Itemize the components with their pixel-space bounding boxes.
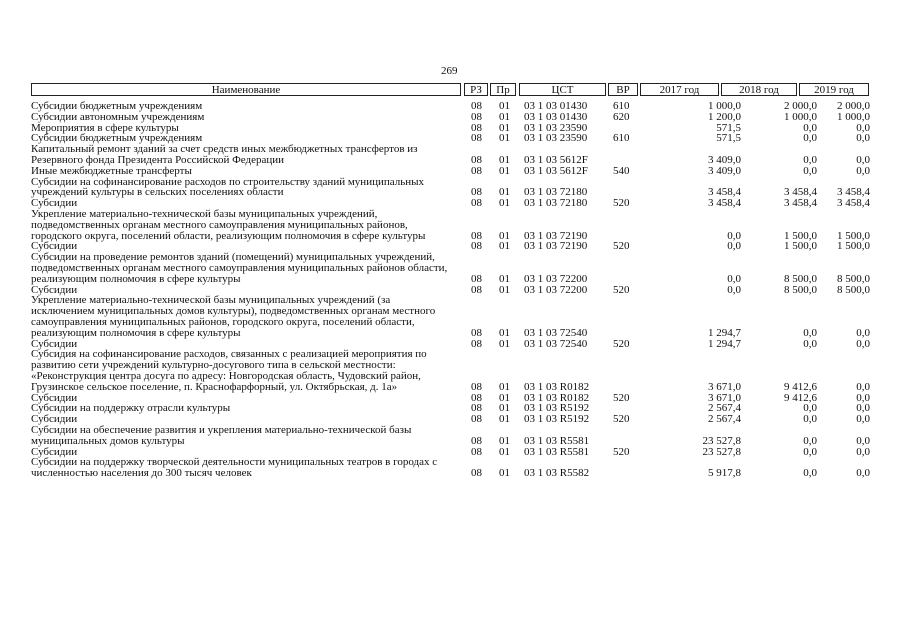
cell-rz: 08	[471, 413, 482, 426]
cell-pr: 01	[499, 197, 510, 210]
table-row	[31, 457, 871, 479]
header-name: Наименование	[31, 83, 461, 96]
cell-rz: 08	[471, 186, 482, 199]
table-row	[31, 425, 871, 447]
cell-cst: 03 1 03 23590	[524, 121, 588, 134]
cell-2019: 0,0	[856, 413, 870, 426]
cell-cst: 03 1 03 72540	[524, 326, 588, 339]
cell-pr: 01	[499, 380, 510, 393]
cell-2019: 0,0	[856, 132, 870, 145]
cell-2019: 0,0	[856, 402, 870, 415]
cell-rz: 08	[471, 445, 482, 458]
cell-2017: 23 527,8	[702, 434, 741, 447]
cell-vr: 520	[613, 413, 630, 426]
cell-2018: 3 458,4	[784, 197, 817, 210]
cell-pr: 01	[499, 132, 510, 145]
cell-2019: 3 458,4	[837, 197, 870, 210]
cell-vr: 520	[613, 445, 630, 458]
cell-vr: 610	[613, 100, 630, 112]
cell-rz: 08	[471, 197, 482, 210]
header-2018: 2018 год	[721, 83, 797, 96]
cell-name: Укрепление материально-технической базы муниципальных учреждений, подведомственных органам местного самоуправления муниципальных районов, городского округа, поселений области, реализующим полномочия в сфере культуры	[31, 207, 426, 242]
cell-rz: 08	[471, 100, 482, 112]
cell-rz: 08	[471, 153, 482, 166]
cell-vr: 610	[613, 132, 630, 145]
cell-rz: 08	[471, 380, 482, 393]
cell-rz: 08	[471, 132, 482, 145]
cell-cst: 03 1 03 72180	[524, 186, 588, 199]
cell-cst: 03 1 03 R5192	[524, 402, 590, 415]
cell-pr: 01	[499, 272, 510, 285]
cell-pr: 01	[499, 110, 510, 123]
cell-pr: 01	[499, 240, 510, 253]
cell-2017: 0,0	[727, 240, 741, 253]
table-row	[31, 166, 871, 177]
cell-2017: 5 917,8	[708, 467, 741, 480]
table-row	[31, 403, 871, 414]
header-pr: Пр	[490, 83, 516, 96]
cell-2018: 0,0	[803, 326, 817, 339]
cell-cst: 03 1 03 72200	[524, 283, 588, 296]
cell-name: Субсидии	[31, 240, 78, 253]
cell-2018: 0,0	[803, 445, 817, 458]
cell-pr: 01	[499, 337, 510, 350]
cell-2019: 1 500,0	[837, 229, 870, 242]
cell-2018: 0,0	[803, 434, 817, 447]
cell-2019: 8 500,0	[837, 283, 870, 296]
cell-2019: 0,0	[856, 337, 870, 350]
header-2017: 2017 год	[640, 83, 719, 96]
cell-2019: 2 000,0	[837, 100, 870, 112]
page-number: 269	[441, 65, 458, 77]
table-row	[31, 295, 871, 338]
cell-2018: 0,0	[803, 467, 817, 480]
cell-name: Субсидия на софинансирование расходов, связанных с реализацией мероприятия по развитию сети учреждений культурно-досугового типа в сельской местности: «Реконструкция центра досуга по адресу: Новгородская область, Чудовский район, Грузинское сельское поселение, п. Краснофарфорный, ул. Октябрьская, д. 1а»	[31, 348, 427, 393]
cell-pr: 01	[499, 413, 510, 426]
cell-name: Субсидии бюджетным учреждениям	[31, 100, 203, 112]
cell-cst: 03 1 03 72180	[524, 197, 588, 210]
cell-2019: 0,0	[856, 153, 870, 166]
cell-2019: 0,0	[856, 164, 870, 177]
cell-cst: 03 1 03 R0182	[524, 380, 590, 393]
cell-rz: 08	[471, 402, 482, 415]
cell-name: Субсидии на поддержку отрасли культуры	[31, 402, 231, 415]
cell-cst: 03 1 03 72190	[524, 229, 588, 242]
cell-2018: 9 412,6	[784, 380, 817, 393]
cell-2017: 1 294,7	[708, 337, 741, 350]
cell-vr: 620	[613, 110, 630, 123]
cell-2019: 8 500,0	[837, 272, 870, 285]
cell-pr: 01	[499, 164, 510, 177]
cell-vr: 540	[613, 164, 630, 177]
cell-name: Укрепление материально-технической базы муниципальных учреждений (за исключением муниципальных домов культуры), подведомственных органам местного самоуправления муниципальных районов, городского округа, поселений области, реализующим полномочия в сфере культуры	[31, 294, 436, 339]
cell-pr: 01	[499, 186, 510, 199]
cell-2019: 3 458,4	[837, 186, 870, 199]
cell-name: Капитальный ремонт зданий за счет средств иных межбюджетных трансфертов из Резервного фонда Президента Российской Федерации	[31, 143, 418, 166]
cell-cst: 03 1 03 72190	[524, 240, 588, 253]
cell-pr: 01	[499, 229, 510, 242]
cell-cst: 03 1 03 72540	[524, 337, 588, 350]
cell-pr: 01	[499, 391, 510, 404]
cell-2017: 0,0	[727, 229, 741, 242]
cell-2017: 1 294,7	[708, 326, 741, 339]
cell-2017: 3 671,0	[708, 380, 741, 393]
cell-cst: 03 1 03 01430	[524, 110, 588, 123]
cell-2018: 0,0	[803, 337, 817, 350]
cell-2018: 0,0	[803, 121, 817, 134]
cell-2018: 1 500,0	[784, 240, 817, 253]
cell-rz: 08	[471, 110, 482, 123]
cell-2017: 23 527,8	[702, 445, 741, 458]
cell-rz: 08	[471, 229, 482, 242]
table-row	[31, 252, 871, 284]
cell-pr: 01	[499, 467, 510, 480]
cell-rz: 08	[471, 467, 482, 480]
cell-cst: 03 1 03 R5581	[524, 445, 590, 458]
table-body	[31, 101, 871, 479]
table-header	[31, 83, 869, 98]
table-row	[31, 177, 871, 199]
cell-rz: 08	[471, 337, 482, 350]
cell-2019: 0,0	[856, 391, 870, 404]
cell-name: Субсидии	[31, 283, 78, 296]
cell-2017: 0,0	[727, 272, 741, 285]
cell-2017: 3 671,0	[708, 391, 741, 404]
cell-2018: 1 000,0	[784, 110, 817, 123]
cell-2017: 2 567,4	[708, 402, 741, 415]
cell-2017: 3 458,4	[708, 186, 741, 199]
header-cst: ЦСТ	[519, 83, 606, 96]
cell-2018: 8 500,0	[784, 272, 817, 285]
table-row	[31, 112, 871, 123]
cell-cst: 03 1 03 R5581	[524, 434, 590, 447]
cell-pr: 01	[499, 100, 510, 112]
cell-vr: 520	[613, 337, 630, 350]
cell-cst: 03 1 03 72200	[524, 272, 588, 285]
cell-vr: 520	[613, 197, 630, 210]
cell-rz: 08	[471, 121, 482, 134]
header-2019: 2019 год	[799, 83, 869, 96]
cell-2018: 9 412,6	[784, 391, 817, 404]
table-row	[31, 209, 871, 241]
cell-name: Субсидии на поддержку творческой деятельности муниципальных театров в городах с численностью населения до 300 тысяч человек	[31, 456, 438, 480]
cell-pr: 01	[499, 326, 510, 339]
cell-2017: 2 567,4	[708, 413, 741, 426]
cell-cst: 03 1 03 R5582	[524, 467, 590, 480]
cell-pr: 01	[499, 121, 510, 134]
cell-name: Субсидии	[31, 445, 78, 458]
cell-name: Мероприятия в сфере культуры	[31, 121, 179, 134]
cell-name: Субсидии на софинансирование расходов по строительству зданий муниципальных учреждений культуры в сельских поселениях области	[31, 175, 424, 199]
cell-rz: 08	[471, 164, 482, 177]
cell-rz: 08	[471, 391, 482, 404]
cell-name: Иные межбюджетные трансферты	[31, 164, 192, 177]
cell-2018: 0,0	[803, 413, 817, 426]
cell-pr: 01	[499, 402, 510, 415]
cell-rz: 08	[471, 326, 482, 339]
cell-rz: 08	[471, 272, 482, 285]
cell-2019: 1 500,0	[837, 240, 870, 253]
cell-2019: 0,0	[856, 445, 870, 458]
cell-name: Субсидии	[31, 337, 78, 350]
cell-2017: 3 409,0	[708, 153, 741, 166]
cell-pr: 01	[499, 153, 510, 166]
cell-cst: 03 1 03 R0182	[524, 391, 590, 404]
cell-cst: 03 1 03 5612F	[524, 164, 588, 177]
table-row	[31, 144, 871, 166]
cell-name: Субсидии на проведение ремонтов зданий (помещений) муниципальных учреждений, подведомственных органам местного самоуправления муниципальных районов области, реализующим полномочия в сфере культуры	[31, 251, 448, 285]
cell-2018: 0,0	[803, 153, 817, 166]
cell-2017: 3 409,0	[708, 164, 741, 177]
cell-2017: 1 000,0	[708, 100, 741, 112]
cell-2017: 571,5	[716, 132, 741, 145]
cell-2018: 1 500,0	[784, 229, 817, 242]
cell-cst: 03 1 03 R5192	[524, 413, 590, 426]
cell-2018: 0,0	[803, 164, 817, 177]
cell-rz: 08	[471, 240, 482, 253]
cell-2018: 3 458,4	[784, 186, 817, 199]
cell-cst: 03 1 03 23590	[524, 132, 588, 145]
cell-2019: 0,0	[856, 326, 870, 339]
cell-name: Субсидии на обеспечение развития и укрепления материально-технической базы муниципальных домов культуры	[31, 423, 412, 447]
cell-name: Субсидии автономным учреждениям	[31, 110, 205, 123]
cell-2019: 0,0	[856, 467, 870, 480]
cell-name: Субсидии	[31, 391, 78, 404]
cell-vr: 520	[613, 240, 630, 253]
cell-2018: 8 500,0	[784, 283, 817, 296]
header-rz: РЗ	[464, 83, 488, 96]
cell-name: Субсидии бюджетным учреждениям	[31, 132, 203, 145]
cell-vr: 520	[613, 283, 630, 296]
cell-2019: 0,0	[856, 434, 870, 447]
cell-cst: 03 1 03 01430	[524, 100, 588, 112]
cell-2019: 0,0	[856, 121, 870, 134]
cell-rz: 08	[471, 434, 482, 447]
cell-2017: 0,0	[727, 283, 741, 296]
cell-pr: 01	[499, 445, 510, 458]
cell-cst: 03 1 03 5612F	[524, 153, 588, 166]
header-vr: ВР	[608, 83, 638, 96]
cell-name: Субсидии	[31, 197, 78, 210]
cell-pr: 01	[499, 283, 510, 296]
cell-name: Субсидии	[31, 413, 78, 426]
cell-2018: 0,0	[803, 402, 817, 415]
cell-2018: 2 000,0	[784, 100, 817, 112]
cell-pr: 01	[499, 434, 510, 447]
cell-2019: 1 000,0	[837, 110, 870, 123]
table-row	[31, 349, 871, 392]
cell-2017: 1 200,0	[708, 110, 741, 123]
cell-2017: 3 458,4	[708, 197, 741, 210]
cell-rz: 08	[471, 283, 482, 296]
cell-vr: 520	[613, 391, 630, 404]
cell-2017: 571,5	[716, 121, 741, 134]
cell-2019: 0,0	[856, 380, 870, 393]
cell-2018: 0,0	[803, 132, 817, 145]
